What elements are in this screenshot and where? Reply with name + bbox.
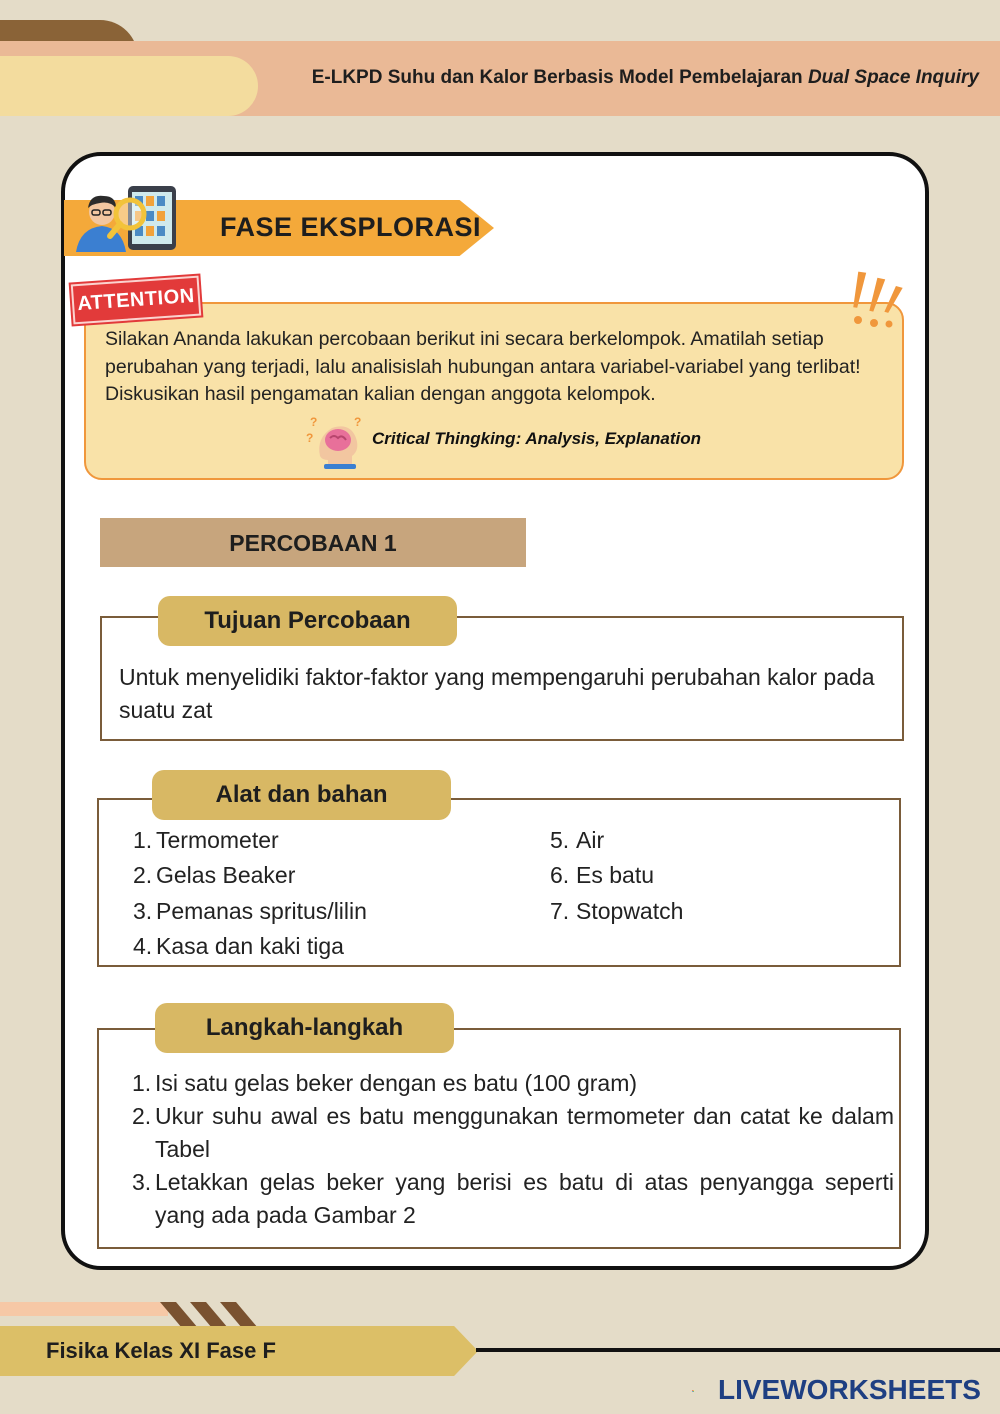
list-item: 3. Letakkan gelas beker yang berisi es batu di atas penyangga seperti yang ada pada Gambar 2 xyxy=(132,1169,894,1228)
footer-line xyxy=(476,1348,1000,1352)
tools-list-left xyxy=(133,823,513,965)
list-item: 5. Air xyxy=(550,827,605,853)
purpose-text: Untuk menyelidiki faktor-faktor yang mempengaruhi perubahan kalor pada suatu zat xyxy=(119,664,875,723)
experiment-label-text: PERCOBAAN 1 xyxy=(229,530,397,556)
tools-list-right xyxy=(550,823,850,929)
list-item: 6. Es batu xyxy=(550,862,654,889)
attention-stamp: ATTENTION xyxy=(71,276,201,325)
attention-instructions: Silakan Ananda lakukan percobaan berikut ini secara berkelompok. Amatilah setiap perubahan yang terjadi, lalu analisislah hubungan antara variabel-variabel yang terlibat! Diskusikan hasil pengamatan kalian dengan anggota kelompok. xyxy=(105,328,861,405)
steps-list xyxy=(132,1067,894,1232)
svg-text:?: ? xyxy=(306,431,314,445)
svg-text:?: ? xyxy=(354,415,362,429)
list-item: 2. Ukur suhu awal es batu menggunakan termometer dan catat ke dalam Tabel xyxy=(132,1103,894,1162)
list-item: 3. Pemanas spritus/lilin xyxy=(133,897,367,924)
purpose-title: Tujuan Percobaan xyxy=(158,596,457,646)
header-yellow-pill xyxy=(0,56,258,116)
svg-text:?: ? xyxy=(310,415,318,429)
phase-title: FASE EKSPLORASI xyxy=(220,212,482,242)
list-item: 4. Kasa dan kaki tiga xyxy=(133,933,344,960)
list-item: 1. Isi satu gelas beker dengan es batu (100 gram) xyxy=(132,1070,638,1096)
footer-stripes xyxy=(160,1302,265,1328)
student-magnifier-icon xyxy=(72,184,182,252)
experiment-label xyxy=(100,518,526,567)
steps-title: Langkah-langkah xyxy=(155,1003,454,1053)
brain-head-icon xyxy=(306,414,366,470)
liveworksheets-logo-text[interactable]: LIVEWORKSHEETS xyxy=(718,1374,981,1405)
document-title: E-LKPD Suhu dan Kalor Berbasis Model Pembelajaran Dual Space Inquiry xyxy=(311,67,979,88)
liveworksheets-logo-icon xyxy=(692,1376,718,1406)
footer-peach-strip xyxy=(0,1302,168,1316)
list-item: 2. Gelas Beaker xyxy=(133,862,296,889)
list-item: 7. Stopwatch xyxy=(550,897,684,924)
footer-text: Fisika Kelas XI Fase F xyxy=(46,1338,276,1363)
list-item: 1. Termometer xyxy=(133,827,279,853)
exclamation-marks-icon xyxy=(846,268,906,330)
tools-title: Alat dan bahan xyxy=(152,770,451,820)
skill-tag: Critical Thingking: Analysis, Explanation xyxy=(372,429,702,448)
